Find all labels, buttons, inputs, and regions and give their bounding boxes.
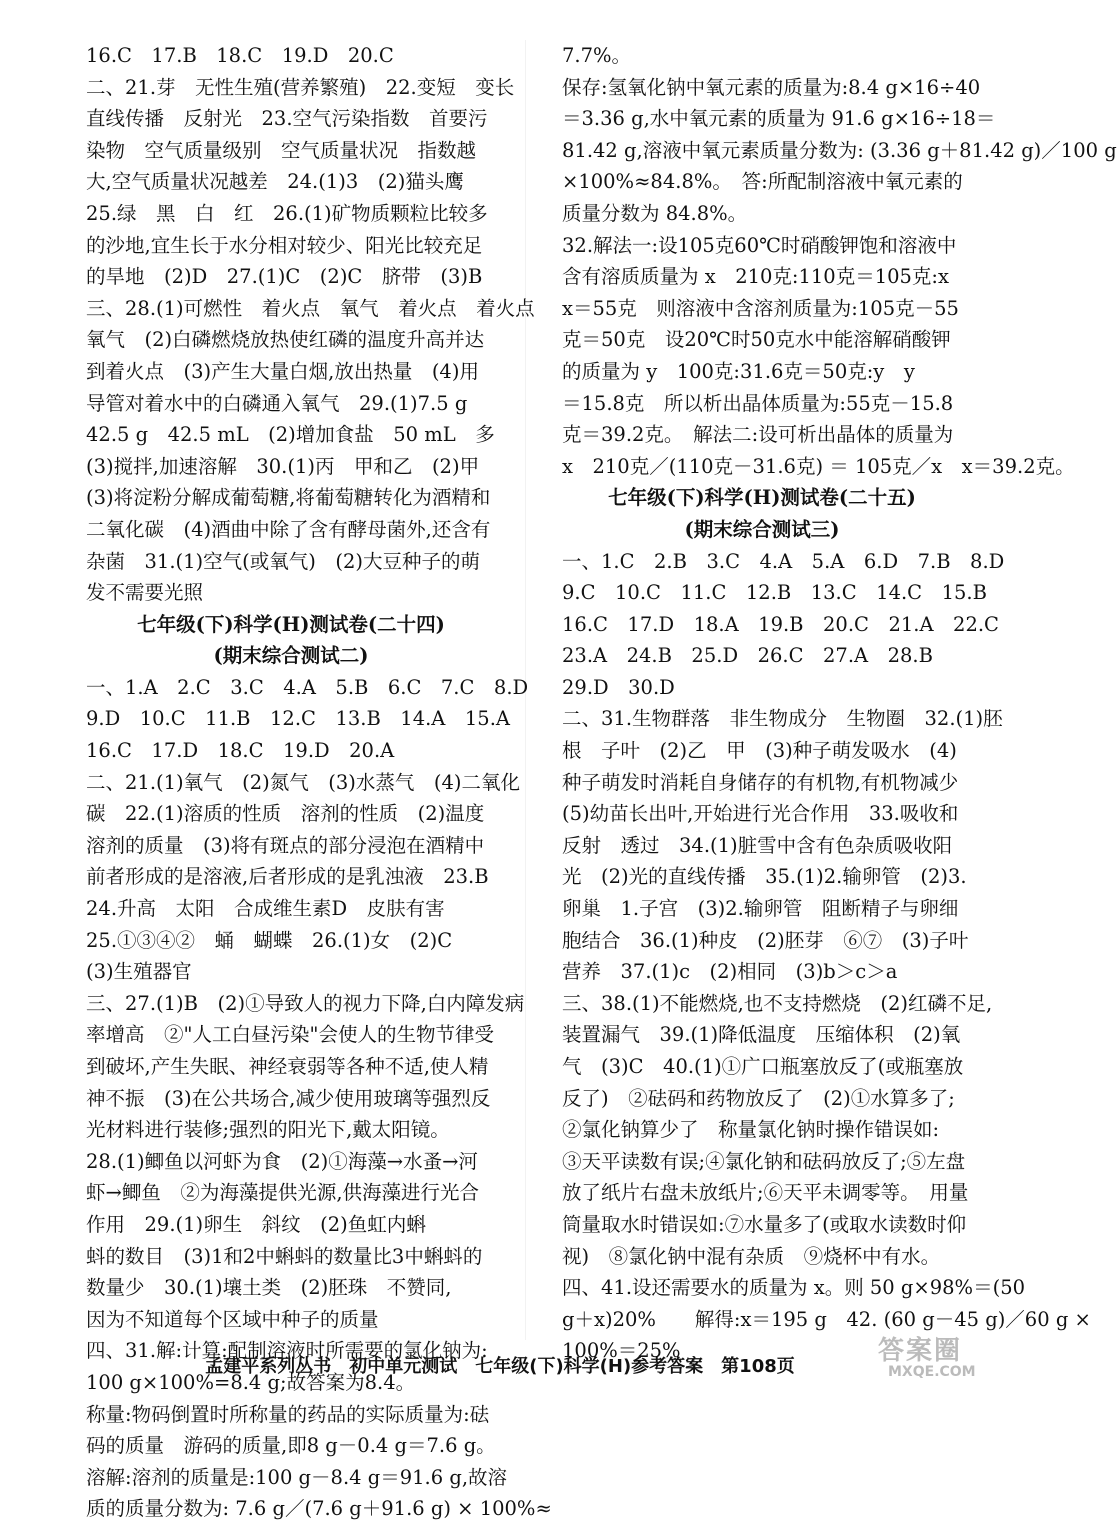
answer-line: 氧气 (2)白磷燃烧放热使红磷的温度升高并达 [86, 328, 485, 352]
answer-line: (3)搅拌,加速溶解 30.(1)丙 甲和乙 (2)甲 [86, 454, 480, 478]
answer-line: 直线传播 反射光 23.空气污染指数 首要污 [86, 107, 488, 131]
answer-line: 克＝39.2克。 解法二:设可析出晶体的质量为 [562, 423, 954, 447]
answer-line: 种子萌发时消耗自身储存的有机物,有机物减少 [562, 770, 959, 794]
answer-line: 反射 透过 34.(1)脏雪中含有色杂质吸收阳 [562, 833, 953, 857]
answer-line: 虾→鲫鱼 ②为海藻提供光源,供海藻进行光合 [86, 1181, 480, 1205]
answer-line: 质的质量分数为: 7.6 g／(7.6 g＋91.6 g) × 100%≈ [86, 1497, 552, 1521]
answer-line: 质量分数为 84.8%。 [562, 201, 748, 225]
answer-line: 16.C 17.D 18.C 19.D 20.A [86, 739, 395, 763]
answer-line: 25.绿 黑 白 红 26.(1)矿物质颗粒比较多 [86, 201, 488, 225]
answer-line: 16.C 17.D 18.A 19.B 20.C 21.A 22.C [562, 612, 999, 636]
answer-line: ×100%≈84.8%。 答:所配制溶液中氧元素的 [562, 170, 963, 194]
answer-line: 作用 29.(1)卵生 斜纹 (2)鱼虹内蝌 [86, 1212, 426, 1236]
answer-line: 营养 37.(1)c (2)相同 (3)b＞c＞a [562, 960, 898, 984]
answer-line: 光 (2)光的直线传播 35.(1)2.输卵管 (2)3. [562, 865, 967, 889]
answer-line: 三、27.(1)B (2)①导致人的视力下降,白内障发病 [86, 991, 525, 1015]
answer-line: 杂菌 31.(1)空气(或氧气) (2)大豆种子的萌 [86, 549, 480, 573]
answer-line: g＋x)20% 解得:x＝195 g 42. (60 g－45 g)／60 g × [562, 1307, 1091, 1331]
answer-line: 七年级(下)科学(H)测试卷(二十四) [137, 612, 445, 636]
answer-line: 溶剂的质量 (3)将有斑点的部分浸泡在酒精中 [86, 833, 485, 857]
answer-line: 81.42 g,溶液中氧元素质量分数为: (3.36 g＋81.42 g)／100 g [562, 138, 1117, 162]
watermark-logo [878, 1330, 988, 1388]
answer-line: 四、31.解:计算:配制溶液时所需要的氯化钠为: [86, 1339, 488, 1363]
answer-line: 大,空气质量状况越差 24.(1)3 (2)猫头鹰 [86, 170, 464, 194]
answer-line: 二氧化碳 (4)酒曲中除了含有酵母菌外,还含有 [86, 517, 491, 541]
answer-line: 100%＝25% [562, 1339, 681, 1363]
answer-line: 数量少 30.(1)壤土类 (2)胚珠 不赞同, [86, 1276, 452, 1300]
answer-line: 29.D 30.D [562, 675, 675, 699]
answer-line: ＝3.36 g,水中氧元素的质量为 91.6 g×16÷18＝ [562, 107, 996, 131]
answer-line: x 210克／(110克－31.6克) ＝ 105克／x x＝39.2克。 [562, 454, 1075, 478]
answer-line: 100 g×100%=8.4 g;故答案为8.4。 [86, 1370, 416, 1394]
watermark-url: MXQE.COM [888, 1364, 976, 1380]
answer-line: 称量:物码倒置时所称量的药品的实际质量为:砝 [86, 1402, 490, 1426]
answer-line: 导管对着水中的白磷通入氧气 29.(1)7.5 g [86, 391, 468, 415]
answer-line: 9.D 10.C 11.B 12.C 13.B 14.A 15.A [86, 707, 510, 731]
answer-line: 到着火点 (3)产生大量白烟,放出热量 (4)用 [86, 359, 479, 383]
watermark-logo-text: 答案圈 [878, 1336, 963, 1366]
answer-line: 9.C 10.C 11.C 12.B 13.C 14.C 15.B [562, 581, 987, 605]
answer-line: 42.5 g 42.5 mL (2)增加食盐 50 mL 多 [86, 423, 495, 447]
answer-line: (3)将淀粉分解成葡萄糖,将葡萄糖转化为酒精和 [86, 486, 491, 510]
answer-line: 克＝50克 设20℃时50克水中能溶解硝酸钾 [562, 328, 951, 352]
answer-line: 7.7%。 [562, 44, 632, 67]
page-footer: 孟建平系列丛书 初中单元测试 七年级(下)科学(H)参考答案 第108页 [205, 1356, 795, 1377]
answer-line: 七年级(下)科学(H)测试卷(二十五) [608, 486, 916, 510]
answer-line: (5)幼苗长出叶,开始进行光合作用 33.吸收和 [562, 802, 959, 826]
answer-line: 气 (3)C 40.(1)①广口瓶塞放反了(或瓶塞放 [562, 1055, 964, 1078]
answer-line: 32.解法一:设105克60℃时硝酸钾饱和溶液中 [562, 233, 957, 257]
answer-line: 根 子叶 (2)乙 甲 (3)种子萌发吸水 (4) [562, 739, 957, 763]
answer-line: 的沙地,宜生长于水分相对较少、阳光比较充足 [86, 233, 483, 257]
answer-line: 28.(1)鲫鱼以河虾为食 (2)①海藻→水蚤→河 [86, 1149, 478, 1173]
answer-line: ③天平读数有误;④氯化钠和砝码放反了;⑤左盘 [562, 1149, 966, 1173]
answer-line: 二、21.芽 无性生殖(营养繁殖) 22.变短 变长 [86, 75, 515, 99]
answer-line: 二、21.(1)氧气 (2)氮气 (3)水蒸气 (4)二氧化 [86, 770, 520, 794]
answer-line: 因为不知道每个区域中种子的质量 [86, 1307, 379, 1331]
answer-line: 染物 空气质量级别 空气质量状况 指数越 [86, 138, 477, 162]
answer-line: (3)生殖器官 [86, 960, 192, 984]
answer-line: 胞结合 36.(1)种皮 (2)胚芽 ⑥⑦ (3)子叶 [562, 928, 969, 952]
answer-line: 码的质量 游码的质量,即8 g－0.4 g＝7.6 g。 [86, 1434, 496, 1458]
answer-line: 25.①③④② 蛹 蝴蝶 26.(1)女 (2)C [86, 928, 453, 952]
answer-line: 到破坏,产生失眠、神经衰弱等各种不适,使人精 [86, 1055, 489, 1078]
answer-line: 含有溶质质量为 x 210克:110克＝105克:x [562, 265, 949, 289]
answer-line: 一、1.A 2.C 3.C 4.A 5.B 6.C 7.C 8.D [86, 675, 529, 699]
answer-line: 率增高 ②"人工白昼污染"会使人的生物节律受 [86, 1023, 494, 1047]
answer-line: 视) ⑧氯化钠中混有杂质 ⑨烧杯中有水。 [562, 1244, 941, 1268]
answer-line: ②氯化钠算少了 称量氯化钠时操作错误如: [562, 1118, 940, 1142]
answer-line: 装置漏气 39.(1)降低温度 压缩体积 (2)氧 [562, 1023, 961, 1047]
answer-line: 24.升高 太阳 合成维生素D 皮肤有害 [86, 897, 445, 921]
answer-line: 保存:氢氧化钠中氧元素的质量为:8.4 g×16÷40 [562, 75, 981, 99]
answer-line: 四、41.设还需要水的质量为 x。则 50 g×98%＝(50 [562, 1276, 1026, 1300]
answer-line: (期末综合测试三) [684, 517, 840, 541]
answer-line: 筒量取水时错误如:⑦水量多了(或取水读数时仰 [562, 1212, 967, 1236]
answer-line: 二、31.生物群落 非生物成分 生物圈 32.(1)胚 [562, 707, 1003, 731]
answer-line: 23.A 24.B 25.D 26.C 27.A 28.B [562, 644, 933, 668]
answer-line: 光材料进行装修;强烈的阳光下,戴太阳镜。 [86, 1118, 450, 1142]
answer-line: (期末综合测试二) [213, 644, 369, 668]
answer-line: 发不需要光照 [86, 581, 204, 605]
answer-line: 的旱地 (2)D 27.(1)C (2)C 脐带 (3)B [86, 265, 483, 289]
answer-line: 溶解:溶剂的质量是:100 g－8.4 g＝91.6 g,故溶 [86, 1465, 508, 1489]
answer-line: 前者形成的是溶液,后者形成的是乳浊液 23.B [86, 865, 489, 889]
answer-line: 卵巢 1.子宫 (3)2.输卵管 阻断精子与卵细 [562, 897, 959, 921]
answer-line: 神不振 (3)在公共场合,减少使用玻璃等强烈反 [86, 1086, 491, 1110]
answer-line: 的质量为 y 100克:31.6克＝50克:y y [562, 359, 915, 383]
answer-line: 反了) ②砝码和药物放反了 (2)①水算多了; [562, 1086, 955, 1110]
answer-line: 放了纸片右盘未放纸片;⑥天平未调零等。 用量 [562, 1181, 969, 1205]
answer-line: ＝15.8克 所以析出晶体质量为:55克－15.8 [562, 391, 954, 415]
answer-line: x＝55克 则溶液中含溶剂质量为:105克－55 [562, 296, 959, 320]
answer-line: 一、1.C 2.B 3.C 4.A 5.A 6.D 7.B 8.D [562, 549, 1005, 573]
answer-line: 三、38.(1)不能燃烧,也不支持燃烧 (2)红磷不足, [562, 991, 993, 1015]
answer-line: 蚪的数目 (3)1和2中蝌蚪的数量比3中蝌蚪的 [86, 1244, 483, 1268]
right-column [562, 40, 1117, 1367]
answer-line: 三、28.(1)可燃性 着火点 氧气 着火点 着火点 [86, 296, 535, 320]
answer-line: 16.C 17.B 18.C 19.D 20.C [86, 44, 394, 67]
answer-line: 碳 22.(1)溶质的性质 溶剂的性质 (2)温度 [86, 802, 485, 826]
